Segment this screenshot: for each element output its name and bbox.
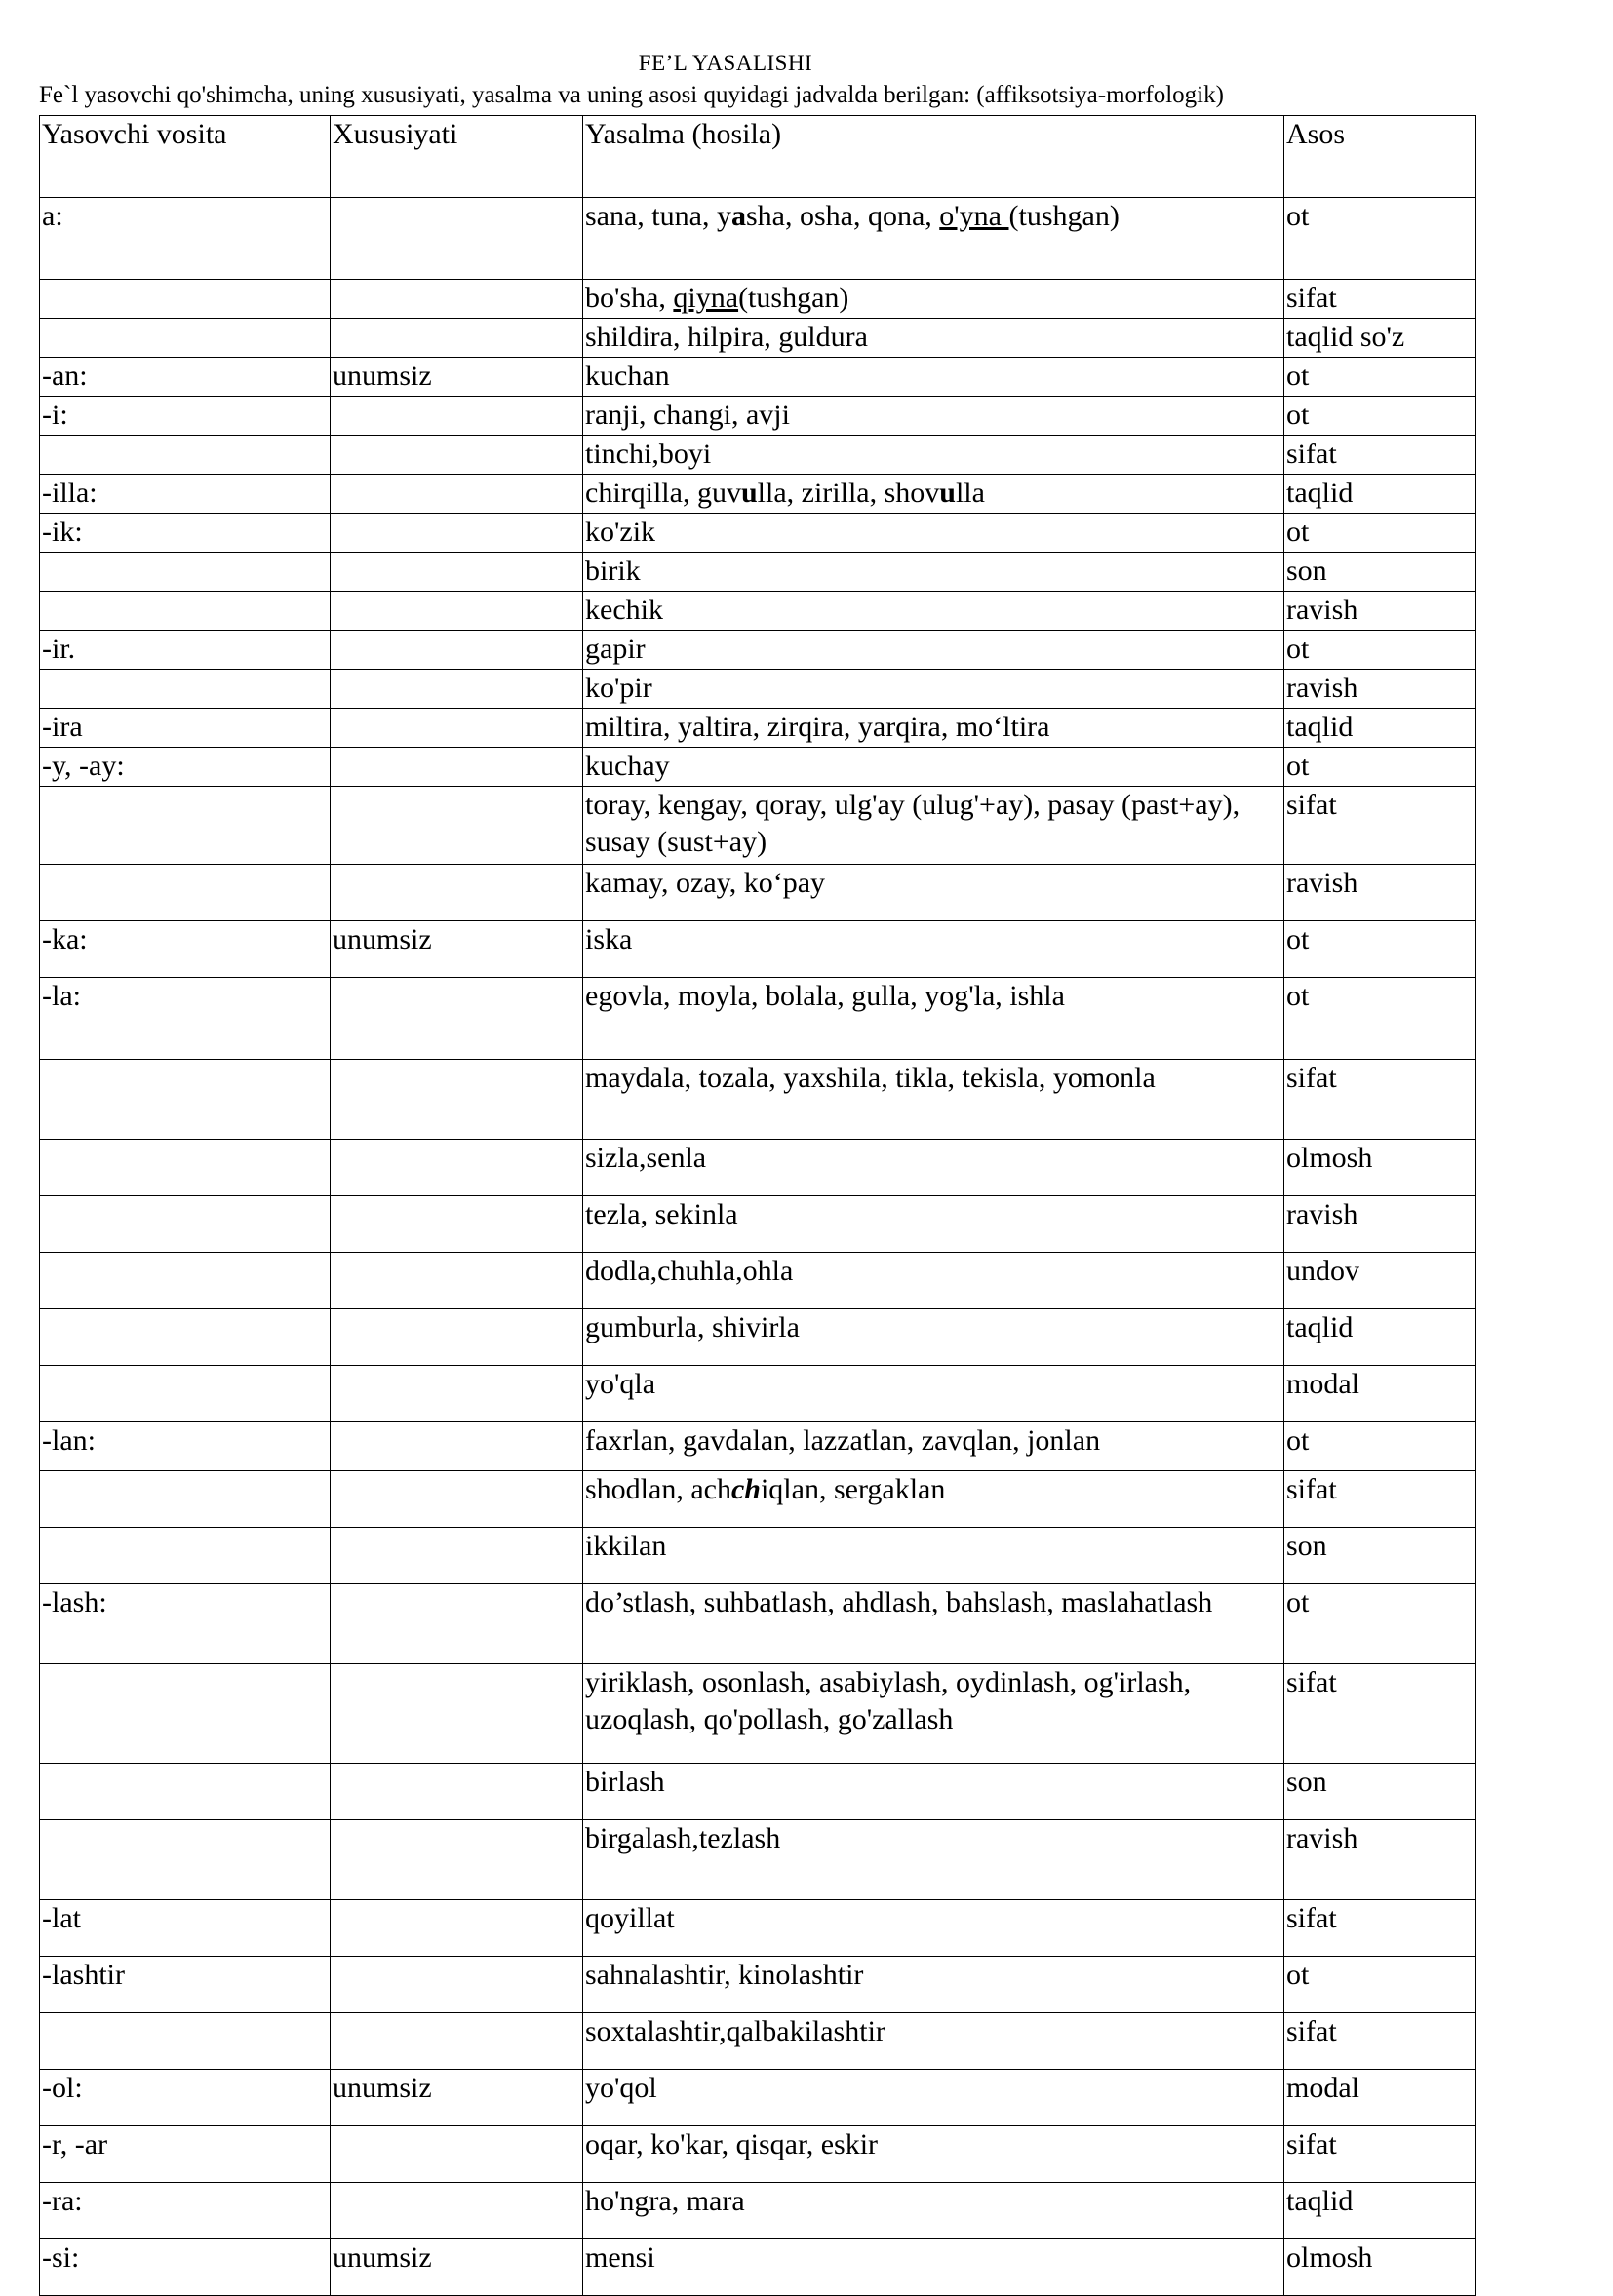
cell-affix <box>40 1664 331 1764</box>
cell-affix <box>40 1253 331 1309</box>
cell-derivative: yo'qol <box>583 2070 1284 2126</box>
cell-derivative: kamay, ozay, ko‘pay <box>583 865 1284 921</box>
cell-affix: -lashtir <box>40 1957 331 2013</box>
table-row <box>40 1060 1476 1140</box>
cell-base: sifat <box>1284 280 1476 319</box>
cell-base: ot <box>1284 1584 1476 1664</box>
cell-affix <box>40 2013 331 2070</box>
table-row <box>40 1140 1476 1196</box>
table-header-row <box>40 116 1476 198</box>
cell-affix <box>40 1764 331 1820</box>
table-row <box>40 787 1476 865</box>
cell-property <box>331 1584 583 1664</box>
cell-base: olmosh <box>1284 2239 1476 2296</box>
cell-derivative: kuchay <box>583 748 1284 787</box>
table-row <box>40 475 1476 514</box>
cell-property <box>331 2126 583 2183</box>
cell-property <box>331 978 583 1060</box>
cell-derivative: tezla, sekinla <box>583 1196 1284 1253</box>
cell-base: taqlid <box>1284 475 1476 514</box>
cell-derivative: birgalash,tezlash <box>583 1820 1284 1900</box>
cell-affix: -ir. <box>40 631 331 670</box>
cell-derivative: birlash <box>583 1764 1284 1820</box>
table-row <box>40 280 1476 319</box>
cell-derivative: sahnalashtir, kinolashtir <box>583 1957 1284 2013</box>
cell-base: ot <box>1284 397 1476 436</box>
cell-derivative: ko'pir <box>583 670 1284 709</box>
cell-affix: -y, -ay: <box>40 748 331 787</box>
cell-property: unumsiz <box>331 921 583 978</box>
cell-affix: -ira <box>40 709 331 748</box>
cell-affix: -r, -ar <box>40 2126 331 2183</box>
cell-property <box>331 1764 583 1820</box>
cell-derivative: egovla, moyla, bolala, gulla, yog'la, ishla <box>583 978 1284 1060</box>
cell-affix: -ra: <box>40 2183 331 2239</box>
cell-property <box>331 1820 583 1900</box>
cell-base: taqlid <box>1284 2183 1476 2239</box>
cell-base: ot <box>1284 1422 1476 1471</box>
cell-affix <box>40 1196 331 1253</box>
cell-base: ravish <box>1284 592 1476 631</box>
cell-affix <box>40 1528 331 1584</box>
cell-derivative: sizla,senla <box>583 1140 1284 1196</box>
table-row <box>40 1900 1476 1957</box>
cell-derivative: qoyillat <box>583 1900 1284 1957</box>
cell-base: sifat <box>1284 2013 1476 2070</box>
cell-property <box>331 280 583 319</box>
cell-derivative: oqar, ko'kar, qisqar, eskir <box>583 2126 1284 2183</box>
cell-property <box>331 709 583 748</box>
cell-affix <box>40 670 331 709</box>
cell-base: sifat <box>1284 1900 1476 1957</box>
cell-derivative: chirqilla, guvulla, zirilla, shovulla <box>583 475 1284 514</box>
cell-base: ot <box>1284 514 1476 553</box>
cell-property <box>331 631 583 670</box>
cell-property <box>331 553 583 592</box>
cell-derivative: maydala, tozala, yaxshila, tikla, tekisla, yomonla <box>583 1060 1284 1140</box>
cell-affix: -ik: <box>40 514 331 553</box>
cell-affix: a: <box>40 198 331 280</box>
cell-derivative: faxrlan, gavdalan, lazzatlan, zavqlan, jonlan <box>583 1422 1284 1471</box>
cell-property <box>331 514 583 553</box>
cell-base: ot <box>1284 978 1476 1060</box>
cell-base: modal <box>1284 2070 1476 2126</box>
table-row <box>40 514 1476 553</box>
cell-base: ot <box>1284 748 1476 787</box>
cell-affix: -an: <box>40 358 331 397</box>
cell-property <box>331 198 583 280</box>
cell-affix <box>40 865 331 921</box>
cell-base: sifat <box>1284 1060 1476 1140</box>
cell-base: taqlid <box>1284 709 1476 748</box>
table-row <box>40 198 1476 280</box>
cell-property <box>331 475 583 514</box>
table-row <box>40 1664 1476 1764</box>
cell-derivative: ranji, changi, avji <box>583 397 1284 436</box>
cell-base: ot <box>1284 358 1476 397</box>
cell-derivative: iska <box>583 921 1284 978</box>
table-row <box>40 865 1476 921</box>
cell-derivative: ikkilan <box>583 1528 1284 1584</box>
cell-base: sifat <box>1284 436 1476 475</box>
cell-property: unumsiz <box>331 2239 583 2296</box>
table-row <box>40 748 1476 787</box>
cell-affix <box>40 553 331 592</box>
cell-derivative: ko'zik <box>583 514 1284 553</box>
cell-property: unumsiz <box>331 2070 583 2126</box>
cell-affix: -la: <box>40 978 331 1060</box>
table-row <box>40 1309 1476 1366</box>
page-title: FE’L YASALISHI <box>638 51 813 75</box>
cell-base: olmosh <box>1284 1140 1476 1196</box>
cell-base: sifat <box>1284 2126 1476 2183</box>
cell-property <box>331 397 583 436</box>
table-row <box>40 1253 1476 1309</box>
table-row <box>40 1196 1476 1253</box>
cell-affix: -ka: <box>40 921 331 978</box>
table-row <box>40 1957 1476 2013</box>
cell-derivative: toray, kengay, qoray, ulg'ay (ulug'+ay), pasay (past+ay), susay (sust+ay) <box>583 787 1284 865</box>
cell-affix <box>40 1820 331 1900</box>
cell-base: sifat <box>1284 787 1476 865</box>
cell-base: taqlid <box>1284 1309 1476 1366</box>
cell-derivative: tinchi,boyi <box>583 436 1284 475</box>
cell-affix <box>40 787 331 865</box>
cell-property <box>331 748 583 787</box>
cell-base: ot <box>1284 198 1476 280</box>
cell-property <box>331 865 583 921</box>
cell-affix: -i: <box>40 397 331 436</box>
cell-property: unumsiz <box>331 358 583 397</box>
table-row <box>40 1584 1476 1664</box>
cell-affix <box>40 1060 331 1140</box>
cell-base: ravish <box>1284 865 1476 921</box>
cell-base: ravish <box>1284 670 1476 709</box>
cell-property <box>331 1309 583 1366</box>
table-row <box>40 2013 1476 2070</box>
cell-affix <box>40 1366 331 1422</box>
header-cell-property: Xususiyati <box>331 116 583 198</box>
table-row <box>40 670 1476 709</box>
table-row <box>40 358 1476 397</box>
table-row <box>40 2126 1476 2183</box>
table-row <box>40 436 1476 475</box>
cell-base: ot <box>1284 631 1476 670</box>
cell-property <box>331 1422 583 1471</box>
cell-base: ot <box>1284 921 1476 978</box>
cell-derivative: yo'qla <box>583 1366 1284 1422</box>
cell-base: son <box>1284 1764 1476 1820</box>
cell-base: ravish <box>1284 1820 1476 1900</box>
cell-property <box>331 1253 583 1309</box>
table-row <box>40 1366 1476 1422</box>
cell-derivative: gapir <box>583 631 1284 670</box>
cell-derivative: shildira, hilpira, guldura <box>583 319 1284 358</box>
table-row <box>40 631 1476 670</box>
cell-property <box>331 436 583 475</box>
table-row <box>40 1471 1476 1528</box>
table-row <box>40 921 1476 978</box>
cell-affix <box>40 1309 331 1366</box>
cell-property <box>331 592 583 631</box>
cell-property <box>331 1664 583 1764</box>
cell-base: son <box>1284 1528 1476 1584</box>
table-row <box>40 553 1476 592</box>
cell-affix: -illa: <box>40 475 331 514</box>
intro-text: Fe`l yasovchi qo'shimcha, uning xususiyati, yasalma va uning asosi quyidagi jadvalda berilgan: (affiksotsiya-morfologik) <box>39 82 1224 108</box>
cell-affix: -lan: <box>40 1422 331 1471</box>
cell-affix <box>40 1471 331 1528</box>
cell-affix: -si: <box>40 2239 331 2296</box>
cell-affix: -lash: <box>40 1584 331 1664</box>
cell-base: ravish <box>1284 1196 1476 1253</box>
cell-affix: -ol: <box>40 2070 331 2126</box>
cell-property <box>331 1366 583 1422</box>
cell-property <box>331 2013 583 2070</box>
header-cell-affix: Yasovchi vosita <box>40 116 331 198</box>
header-cell-derivative: Yasalma (hosila) <box>583 116 1284 198</box>
cell-base: modal <box>1284 1366 1476 1422</box>
affix-table <box>39 115 1476 2296</box>
cell-base: ot <box>1284 1957 1476 2013</box>
cell-derivative: do’stlash, suhbatlash, ahdlash, bahslash, maslahatlash <box>583 1584 1284 1664</box>
cell-property <box>331 1957 583 2013</box>
cell-derivative: dodla,chuhla,ohla <box>583 1253 1284 1309</box>
table-row <box>40 1764 1476 1820</box>
table-row <box>40 709 1476 748</box>
cell-base: taqlid so'z <box>1284 319 1476 358</box>
table-body <box>40 198 1476 2296</box>
cell-derivative: soxtalashtir,qalbakilashtir <box>583 2013 1284 2070</box>
table-row <box>40 2070 1476 2126</box>
cell-base: son <box>1284 553 1476 592</box>
cell-base: undov <box>1284 1253 1476 1309</box>
table-row <box>40 1422 1476 1471</box>
cell-property <box>331 2183 583 2239</box>
cell-property <box>331 1140 583 1196</box>
cell-derivative: gumburla, shivirla <box>583 1309 1284 1366</box>
cell-derivative: birik <box>583 553 1284 592</box>
cell-derivative: miltira, yaltira, zirqira, yarqira, mo‘ltira <box>583 709 1284 748</box>
cell-derivative: yiriklash, osonlash, asabiylash, oydinlash, og'irlash, uzoqlash, qo'pollash, go'zallash <box>583 1664 1284 1764</box>
table-row <box>40 397 1476 436</box>
cell-affix <box>40 436 331 475</box>
cell-property <box>331 1471 583 1528</box>
cell-base: sifat <box>1284 1471 1476 1528</box>
cell-property <box>331 1528 583 1584</box>
table-row <box>40 2183 1476 2239</box>
cell-affix <box>40 1140 331 1196</box>
table-row <box>40 1820 1476 1900</box>
header-cell-base: Asos <box>1284 116 1476 198</box>
cell-affix <box>40 319 331 358</box>
cell-affix: -lat <box>40 1900 331 1957</box>
cell-derivative: shodlan, achchiqlan, sergaklan <box>583 1471 1284 1528</box>
cell-derivative: kuchan <box>583 358 1284 397</box>
cell-property <box>331 1196 583 1253</box>
cell-derivative: mensi <box>583 2239 1284 2296</box>
cell-property <box>331 787 583 865</box>
table-row <box>40 319 1476 358</box>
cell-property <box>331 670 583 709</box>
cell-derivative: sana, tuna, yasha, osha, qona, o'yna (tushgan) <box>583 198 1284 280</box>
table-row <box>40 2239 1476 2296</box>
cell-base: sifat <box>1284 1664 1476 1764</box>
table-row <box>40 1528 1476 1584</box>
cell-affix <box>40 592 331 631</box>
cell-derivative: bo'sha, qiyna(tushgan) <box>583 280 1284 319</box>
cell-derivative: ho'ngra, mara <box>583 2183 1284 2239</box>
cell-derivative: kechik <box>583 592 1284 631</box>
table-row <box>40 592 1476 631</box>
cell-affix <box>40 280 331 319</box>
cell-property <box>331 1060 583 1140</box>
cell-property <box>331 1900 583 1957</box>
cell-property <box>331 319 583 358</box>
table-row <box>40 978 1476 1060</box>
